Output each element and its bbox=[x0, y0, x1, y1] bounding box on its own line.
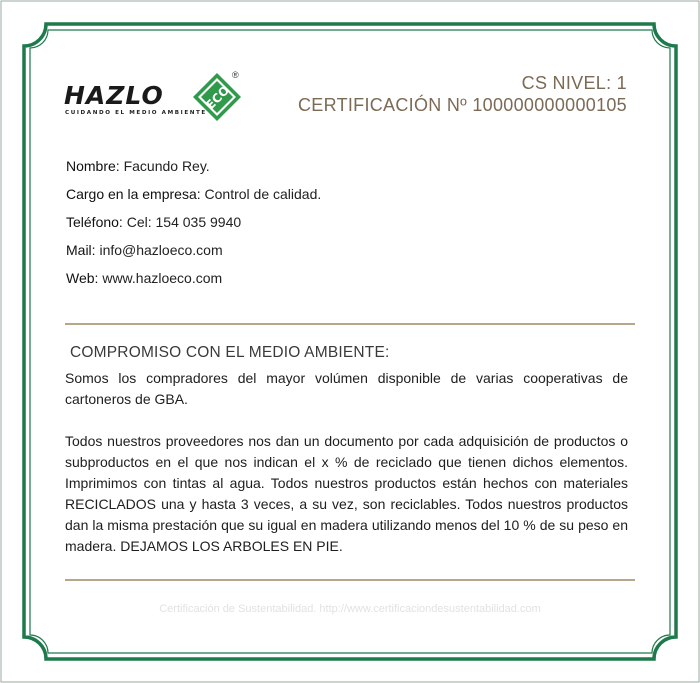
commitment-paragraph: Somos los compradores del mayor volúmen disponible de varias cooperativas de cartoneros de GBA. bbox=[65, 370, 628, 407]
logo-eco-text: ECO bbox=[203, 83, 233, 113]
registered-mark: ® bbox=[232, 70, 239, 80]
contact-value: Facundo Rey. bbox=[123, 158, 210, 174]
contact-label: Teléfono: bbox=[66, 214, 123, 230]
hazlo-eco-logo bbox=[64, 72, 244, 122]
logo-tagline: CUIDANDO EL MEDIO AMBIENTE bbox=[65, 110, 207, 116]
contact-info bbox=[66, 156, 321, 296]
contact-row-name bbox=[66, 156, 321, 184]
logo-wordmark: HAZLO bbox=[64, 81, 164, 110]
certificate-number: CERTIFICACIÓN Nº 100000000000105 bbox=[297, 95, 627, 115]
contact-value: Cel: 154 035 9940 bbox=[126, 214, 242, 230]
contact-label: Mail: bbox=[66, 242, 96, 258]
divider-bottom bbox=[65, 579, 635, 581]
contact-label: Web: bbox=[66, 270, 99, 286]
commitment-body bbox=[65, 368, 628, 578]
contact-value: Control de calidad. bbox=[204, 186, 322, 202]
contact-value: info@hazloeco.com bbox=[99, 242, 223, 258]
contact-row-phone bbox=[66, 212, 321, 240]
contact-row-web bbox=[66, 268, 321, 296]
contact-label: Nombre: bbox=[66, 158, 120, 174]
contact-row-role bbox=[66, 184, 321, 212]
contact-value: www.hazloeco.com bbox=[102, 270, 223, 286]
contact-row-mail bbox=[66, 240, 321, 268]
commitment-paragraph: Todos nuestros proveedores nos dan un documento por cada adquisición de productos o subproductos en el que nos indican el x % de reciclado que tienen dichos elementos. Imprimimos con tintas al agua. Todos nuestros productos están hechos con materiales RECICLADOS una y hasta 3 veces, a su vez, son reciclables. Todos nuestros productos dan la misma prestación que su igual en madera utilizando menos del 10 % de su peso en madera. DEJAMOS LOS ARBOLES EN PIE. bbox=[65, 433, 628, 554]
certificate-level: CS NIVEL: 1 bbox=[521, 73, 627, 93]
divider-top bbox=[65, 323, 635, 325]
footer-watermark: Certificación de Sustentabilidad. http://www.certificaciondesustentabilidad.com bbox=[159, 603, 541, 615]
certificate-header bbox=[298, 72, 627, 116]
contact-label: Cargo en la empresa: bbox=[66, 186, 201, 202]
commitment-title: COMPROMISO CON EL MEDIO AMBIENTE: bbox=[70, 344, 390, 361]
